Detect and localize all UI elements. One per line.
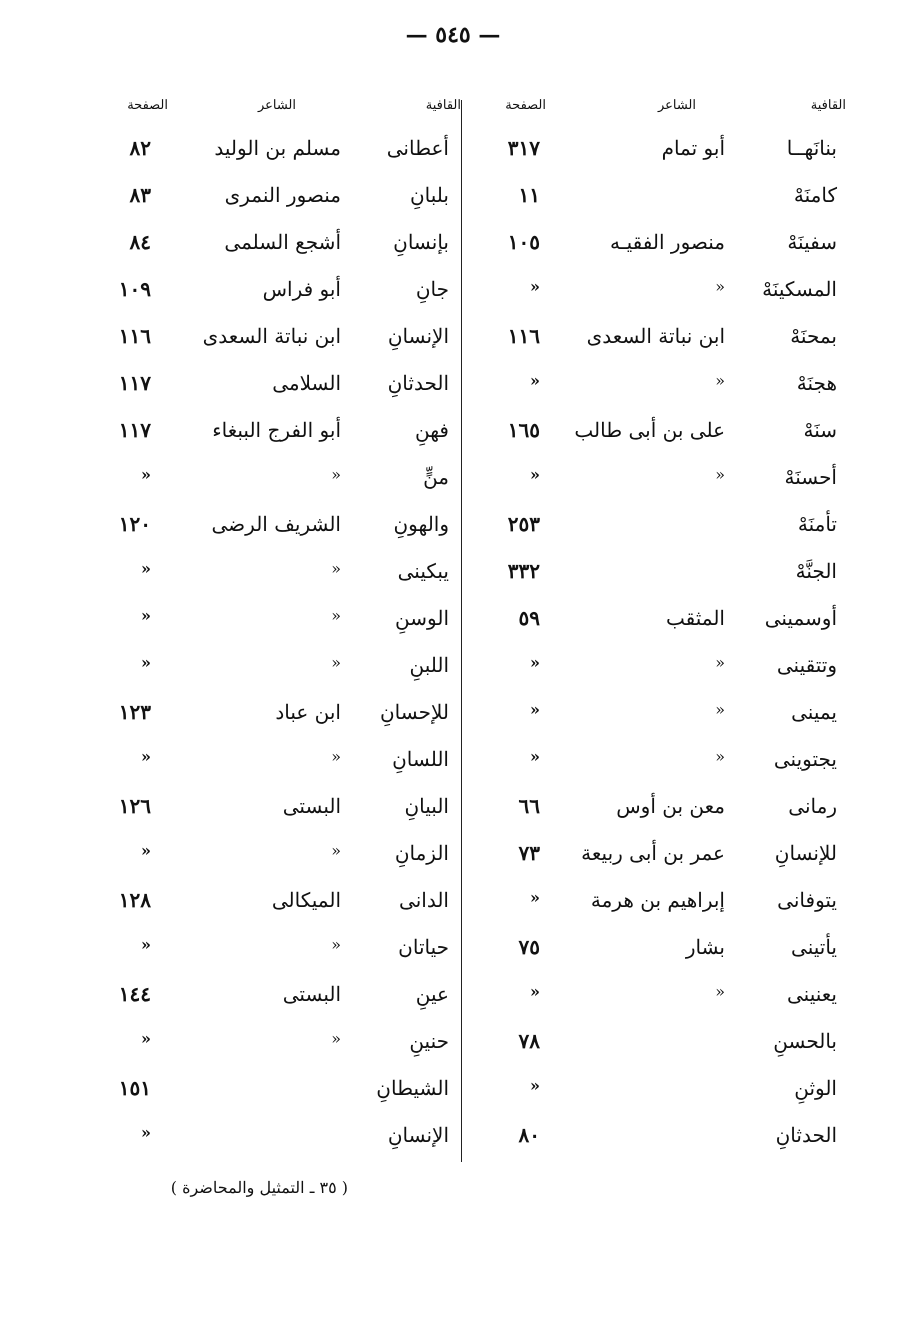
table-row — [95, 598, 461, 645]
rhyme-cell: يبكينى — [397, 559, 449, 583]
poet-cell: « — [715, 747, 725, 766]
page-cell: « — [141, 841, 151, 860]
header-left-shaer: الشاعر — [257, 98, 296, 113]
page-cell: « — [530, 465, 540, 484]
table-row — [465, 269, 845, 316]
rhyme-cell: الإنسانِ — [387, 1123, 449, 1147]
rhyme-cell: بلبانِ — [409, 183, 449, 207]
column-divider — [461, 100, 462, 1162]
page-cell: ١٦٥ — [507, 418, 540, 442]
table-row — [465, 410, 845, 457]
rhyme-cell: اللبنِ — [409, 653, 449, 677]
table-row — [465, 927, 845, 974]
rhyme-cell: أحسنَهْ — [784, 465, 837, 489]
poet-cell: ابن نباتة السعدى — [202, 324, 341, 348]
poet-cell: « — [715, 653, 725, 672]
poet-cell: « — [331, 747, 341, 766]
page-cell: « — [141, 1029, 151, 1048]
rhyme-cell: يتوفانى — [777, 888, 837, 912]
page-cell: ٨٠ — [518, 1123, 540, 1147]
rhyme-cell: جانِ — [415, 277, 449, 301]
table-row — [465, 551, 845, 598]
poet-cell: الشريف الرضى — [211, 512, 341, 536]
rhyme-cell: بإنسانِ — [393, 230, 449, 254]
rhyme-cell: بنانَهــا — [786, 136, 837, 160]
page-cell: ٧٣ — [518, 841, 540, 865]
header-right-shaer: الشاعر — [657, 98, 696, 113]
poet-cell: « — [331, 1029, 341, 1048]
poet-cell: المثقب — [665, 606, 725, 630]
table-row — [465, 692, 845, 739]
page-cell: « — [141, 1123, 151, 1142]
page-cell: « — [141, 747, 151, 766]
table-row — [95, 880, 461, 927]
rhyme-cell: يمينى — [791, 700, 837, 724]
page-cell: « — [141, 653, 151, 672]
rhyme-cell: اللسانِ — [392, 747, 449, 771]
page-number: — ٥٤٥ — — [405, 22, 501, 48]
rhyme-cell: الدانى — [399, 888, 449, 912]
table-row — [465, 598, 845, 645]
table-row — [465, 457, 845, 504]
page-cell: ١٠٩ — [118, 277, 151, 301]
table-row — [95, 269, 461, 316]
poet-cell: على بن أبى طالب — [574, 418, 725, 442]
page-cell: ١١ — [518, 183, 540, 207]
table-row — [95, 1115, 461, 1162]
poet-cell: « — [331, 559, 341, 578]
rhyme-cell: الحدثانِ — [775, 1123, 837, 1147]
poet-cell: معن بن أوس — [616, 794, 725, 818]
rhyme-cell: كامنَهْ — [793, 183, 837, 207]
table-row — [465, 1021, 845, 1068]
page-cell: ٣١٧ — [507, 136, 540, 160]
table-row — [95, 457, 461, 504]
page-cell: ٣٣٢ — [507, 559, 540, 583]
rhyme-cell: الإنسانِ — [387, 324, 449, 348]
table-row — [465, 645, 845, 692]
page-cell: « — [530, 1076, 540, 1095]
rhyme-cell: أوسمينى — [764, 606, 837, 630]
page-cell: ١٢٣ — [118, 700, 151, 724]
rhyme-cell: المسكينَهْ — [762, 277, 837, 301]
poet-cell: عمر بن أبى ربيعة — [581, 841, 725, 865]
poet-cell: أبو تمام — [661, 136, 725, 160]
index-table-right — [465, 128, 845, 1162]
table-row — [465, 504, 845, 551]
header-right-safha: الصفحة — [505, 98, 546, 113]
page-cell: « — [141, 559, 151, 578]
table-row — [95, 833, 461, 880]
header-right-qafiya: القافية — [810, 98, 846, 113]
rhyme-cell: يجتوينى — [773, 747, 837, 771]
table-row — [465, 974, 845, 1021]
page-cell: ٨٢ — [129, 136, 151, 160]
index-table-left — [95, 128, 461, 1162]
rhyme-cell: يأتينى — [791, 935, 837, 959]
table-row — [95, 363, 461, 410]
poet-cell: ابن نباتة السعدى — [586, 324, 725, 348]
rhyme-cell: الجنَّهْ — [795, 559, 837, 583]
poet-cell: « — [715, 277, 725, 296]
rhyme-cell: فهنِ — [414, 418, 449, 442]
table-row — [95, 1021, 461, 1068]
table-row — [465, 739, 845, 786]
table-row — [95, 504, 461, 551]
page-cell: « — [141, 465, 151, 484]
page-cell: ١١٦ — [118, 324, 151, 348]
page-cell: ١١٧ — [118, 371, 151, 395]
page-cell: ١٢٦ — [118, 794, 151, 818]
rhyme-cell: للإنسانِ — [774, 841, 837, 865]
poet-cell: « — [331, 465, 341, 484]
rhyme-cell: عينِ — [415, 982, 449, 1006]
page-cell: « — [530, 982, 540, 1001]
rhyme-cell: حياتان — [398, 935, 449, 959]
poet-cell: بشار — [685, 935, 725, 959]
table-row — [465, 786, 845, 833]
page-cell: ١١٦ — [507, 324, 540, 348]
table-row — [465, 880, 845, 927]
page-cell: ١٤٤ — [118, 982, 151, 1006]
rhyme-cell: البيانِ — [404, 794, 449, 818]
poet-cell: إبراهيم بن هرمة — [590, 888, 725, 912]
rhyme-cell: سنَهْ — [803, 418, 837, 442]
rhyme-cell: بالحسنِ — [773, 1029, 837, 1053]
table-row — [465, 128, 845, 175]
page-cell: « — [141, 606, 151, 625]
poet-cell: « — [331, 653, 341, 672]
table-row — [95, 222, 461, 269]
rhyme-cell: تأمنَهْ — [797, 512, 837, 536]
poet-cell: السلامى — [272, 371, 341, 395]
poet-cell: أبو فراس — [262, 277, 341, 301]
page-cell: « — [530, 371, 540, 390]
table-row — [465, 1115, 845, 1162]
rhyme-cell: الوثنِ — [794, 1076, 837, 1100]
table-row — [95, 128, 461, 175]
table-row — [95, 410, 461, 457]
poet-cell: أشجع السلمى — [224, 230, 341, 254]
rhyme-cell: رمانى — [788, 794, 837, 818]
rhyme-cell: هجنَهْ — [796, 371, 837, 395]
poet-cell: الميكالى — [271, 888, 341, 912]
poet-cell: منصور النمرى — [224, 183, 341, 207]
page-cell: ٥٩ — [518, 606, 540, 630]
poet-cell: « — [715, 465, 725, 484]
poet-cell: « — [715, 371, 725, 390]
poet-cell: « — [331, 841, 341, 860]
poet-cell: أبو الفرج الببغاء — [212, 418, 341, 442]
header-left-qafiya: القافية — [425, 98, 461, 113]
page-cell: ٦٦ — [518, 794, 540, 818]
page-cell: ١١٧ — [118, 418, 151, 442]
table-row — [95, 739, 461, 786]
rhyme-cell: حنينِ — [409, 1029, 449, 1053]
page-cell: ٨٣ — [129, 183, 151, 207]
page-cell: « — [530, 747, 540, 766]
table-row — [465, 175, 845, 222]
page-cell: ١٥١ — [118, 1076, 151, 1100]
page-cell: ٨٤ — [129, 230, 151, 254]
rhyme-cell: بمحنَهْ — [790, 324, 837, 348]
table-row — [95, 786, 461, 833]
column-headers — [0, 98, 906, 120]
table-row — [95, 175, 461, 222]
table-row — [95, 974, 461, 1021]
rhyme-cell: للإحسانِ — [379, 700, 449, 724]
page-cell: ٧٥ — [518, 935, 540, 959]
page-cell: ٢٥٣ — [507, 512, 540, 536]
page-cell: « — [141, 935, 151, 954]
page-cell: ١٢٨ — [118, 888, 151, 912]
rhyme-cell: الوسنِ — [395, 606, 449, 630]
table-row — [95, 927, 461, 974]
poet-cell: البستى — [282, 794, 341, 818]
header-left-safha: الصفحة — [127, 98, 168, 113]
rhyme-cell: أعطانى — [386, 136, 449, 160]
table-row — [465, 833, 845, 880]
rhyme-cell: والهونِ — [393, 512, 449, 536]
rhyme-cell: الزمانِ — [394, 841, 449, 865]
table-row — [465, 363, 845, 410]
poet-cell: ابن عباد — [275, 700, 341, 724]
poet-cell: منصور الفقيـه — [610, 230, 725, 254]
poet-cell: مسلم بن الوليد — [214, 136, 341, 160]
page-cell: « — [530, 277, 540, 296]
poet-cell: « — [715, 982, 725, 1001]
rhyme-cell: الشيطانِ — [376, 1076, 449, 1100]
rhyme-cell: يعنينى — [787, 982, 837, 1006]
table-row — [465, 1068, 845, 1115]
rhyme-cell: سفينَهْ — [787, 230, 837, 254]
table-row — [95, 692, 461, 739]
poet-cell: « — [715, 700, 725, 719]
table-row — [95, 316, 461, 363]
page-cell: « — [530, 700, 540, 719]
page-cell: ٧٨ — [518, 1029, 540, 1053]
page-cell: « — [530, 653, 540, 672]
table-row — [465, 222, 845, 269]
table-row — [465, 316, 845, 363]
poet-cell: « — [331, 935, 341, 954]
page-cell: ١٠٥ — [507, 230, 540, 254]
poet-cell: البستى — [282, 982, 341, 1006]
footer-signature: ( ٣٥ ـ التمثيل والمحاضرة ) — [170, 1178, 348, 1197]
table-row — [95, 1068, 461, 1115]
rhyme-cell: الحدثانِ — [387, 371, 449, 395]
page-cell: « — [530, 888, 540, 907]
rhyme-cell: وتتقينى — [776, 653, 837, 677]
table-row — [95, 645, 461, 692]
table-row — [95, 551, 461, 598]
rhyme-cell: منٍّ — [423, 465, 449, 489]
page-cell: ١٢٠ — [118, 512, 151, 536]
poet-cell: « — [331, 606, 341, 625]
